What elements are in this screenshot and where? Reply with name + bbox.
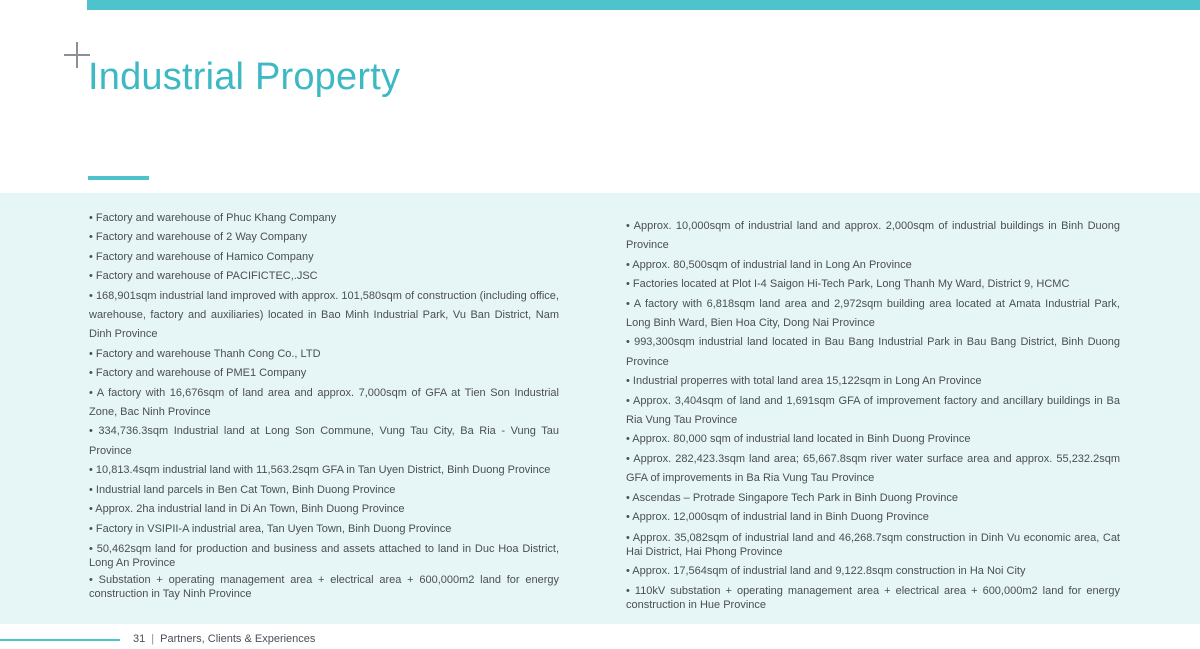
page-number: 31 bbox=[133, 633, 146, 645]
list-item: • Substation + operating management area + electrical area + 600,000m2 land for energy construction in Tay Ninh Province bbox=[89, 573, 559, 600]
list-item: • Approx. 80,500sqm of industrial land in Long An Province bbox=[626, 258, 912, 271]
list-item: • Factory and warehouse of PACIFICTEC,.JSC bbox=[89, 270, 318, 283]
footer bbox=[133, 633, 315, 645]
list-item: • Industrial land parcels in Ben Cat Town, Binh Duong Province bbox=[89, 483, 396, 496]
list-item: • A factory with 16,676sqm of land area and approx. 7,000sqm of GFA at Tien Son Industrial Zone, Bac Ninh Province bbox=[89, 386, 559, 419]
list-item: • Approx. 35,082sqm of industrial land and 46,268.7sqm construction in Dinh Vu economic area, Cat Hai District, Hai Phong Province bbox=[626, 531, 1120, 558]
list-item: • 50,462sqm land for production and business and assets attached to land in Duc Hoa District, Long An Province bbox=[89, 542, 559, 569]
list-item: • A factory with 6,818sqm land area and 2,972sqm building area located at Amata Industrial Park, Long Binh Ward, Bien Hoa City, Dong Nai Province bbox=[626, 297, 1120, 330]
list-item: • Factory and warehouse of 2 Way Company bbox=[89, 231, 308, 244]
list-item: • 110kV substation + operating management area + electrical area + 600,000m2 land for energy construction in Hue Province bbox=[626, 584, 1120, 611]
page-title: Industrial Property bbox=[88, 56, 401, 98]
list-item: • Approx. 3,404sqm of land and 1,691sqm GFA of improvement factory and ancillary buildings in Ba Ria Vung Tau Province bbox=[626, 394, 1120, 427]
list-item: • Ascendas – Protrade Singapore Tech Park in Binh Duong Province bbox=[626, 491, 959, 504]
list-item: • Approx. 80,000 sqm of industrial land located in Binh Duong Province bbox=[626, 433, 971, 446]
list-item: • Factory and warehouse of Hamico Company bbox=[89, 250, 314, 263]
title-underline bbox=[88, 176, 149, 180]
top-accent-bar bbox=[87, 0, 1200, 10]
list-item: • Factory and warehouse of PME1 Company bbox=[89, 367, 307, 380]
footer-separator: | bbox=[151, 633, 155, 645]
right-column bbox=[626, 217, 1120, 615]
list-item: • 10,813.4sqm industrial land with 11,563.2sqm GFA in Tan Uyen District, Binh Duong Province bbox=[89, 464, 551, 477]
list-item: • Factory and warehouse of Phuc Khang Company bbox=[89, 212, 337, 224]
list-item: • Approx. 17,564sqm of industrial land and 9,122.8sqm construction in Ha Noi City bbox=[626, 564, 1026, 577]
list-item: • Approx. 2ha industrial land in Di An Town, Binh Duong Province bbox=[89, 503, 405, 516]
list-item: • Approx. 10,000sqm of industrial land and approx. 2,000sqm of industrial buildings in Binh Duong Province bbox=[626, 220, 1120, 252]
list-item: • Factory and warehouse Thanh Cong Co., LTD bbox=[89, 347, 321, 360]
list-item: • 334,736.3sqm Industrial land at Long Son Commune, Vung Tau City, Ba Ria - Vung Tau Province bbox=[89, 425, 559, 457]
list-item: • Factories located at Plot I-4 Saigon Hi-Tech Park, Long Thanh My Ward, District 9, HCMC bbox=[626, 278, 1070, 291]
list-item: • Factory in VSIPII-A industrial area, Tan Uyen Town, Binh Duong Province bbox=[89, 522, 452, 535]
list-item: • Approx. 282,423.3sqm land area; 65,667.8sqm river water surface area and approx. 55,232.2sqm GFA of improvements in Ba Ria Vung Tau Province bbox=[626, 452, 1120, 485]
list-item: • Approx. 12,000sqm of industrial land in Binh Duong Province bbox=[626, 511, 929, 524]
footer-accent-line bbox=[0, 639, 120, 641]
footer-section-title: Partners, Clients & Experiences bbox=[160, 633, 316, 645]
list-item: • Industrial properres with total land area 15,122sqm in Long An Province bbox=[626, 375, 982, 388]
list-item: • 993,300sqm industrial land located in Bau Bang Industrial Park in Bau Bang District, Binh Duong Province bbox=[626, 336, 1120, 368]
list-item: • 168,901sqm industrial land improved with approx. 101,580sqm of construction (including office, warehouse, factory and auxiliaries) located in Bao Minh Industrial Park, Vu Ban District, Nam Dinh Province bbox=[89, 289, 559, 341]
left-column bbox=[89, 209, 559, 604]
